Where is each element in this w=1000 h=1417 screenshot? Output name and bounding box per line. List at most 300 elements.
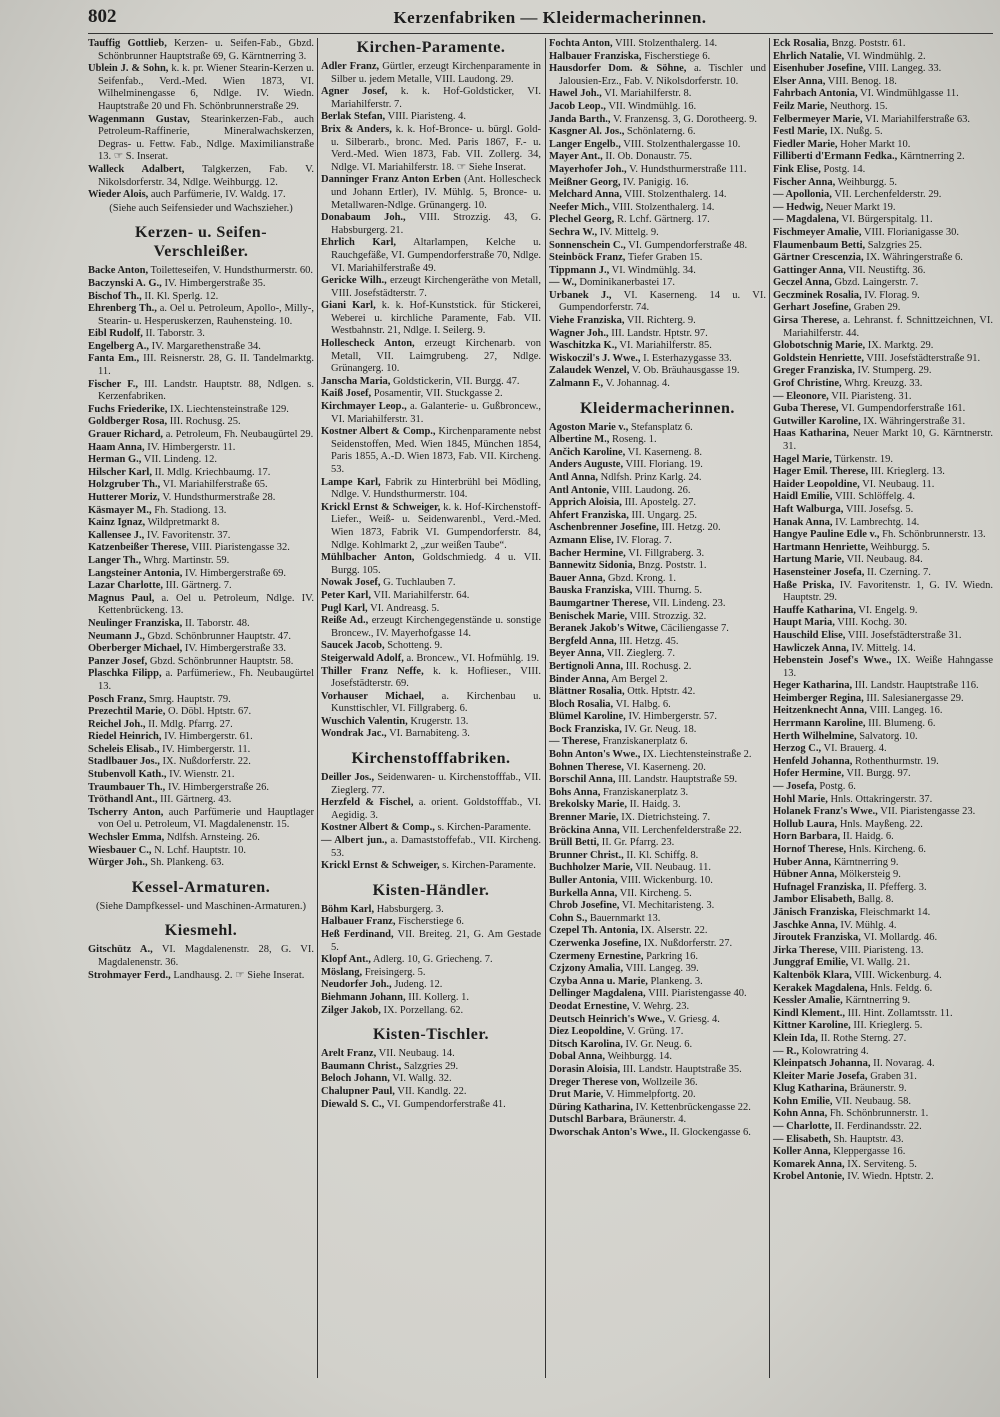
entry-details: II. Kl. Schiffg. 8. [623,849,699,861]
entry-name: Geczminek Rosalia, [773,289,862,301]
entry-name: Ehrenberg Th., [88,303,157,315]
directory-entry [549,762,766,775]
entry-name: Biehmann Johann, [321,991,406,1003]
entry-name: Posch Franz, [88,693,147,705]
directory-entry [88,731,314,744]
directory-entry [773,290,993,303]
entry-details: a. Lehranst. f. Schnittzeichnen, VI. Mariahilferstr. 44. [783,315,993,339]
entry-name: Prezechtil Marie, [88,706,166,718]
directory-entry [88,845,314,858]
directory-entry [773,831,993,844]
entry-name: Gattinger Anna, [773,264,846,276]
entry-details: Kärntnerring 9. [842,995,911,1007]
directory-entry [321,979,541,992]
entry-details: VIII. Wickenburg. 10. [617,875,713,886]
entry-details: Sh. Plankeng. 63. [147,857,225,869]
directory-entry [321,388,541,401]
entry-name: Krobel Antonie, [773,1171,845,1183]
entry-name: Borschil Anna, [549,774,616,786]
directory-entry [773,1121,993,1134]
directory-entry [321,797,541,822]
directory-entry [321,728,541,741]
column-3 [549,38,766,1139]
entry-name: Kasgner Al. Jos., [549,126,625,138]
entry-name: Aschenbrenner Josefine, [549,522,659,534]
directory-entry [88,580,314,593]
entry-name: Janda Barth., [549,113,611,125]
entry-name: Filliberti d'Ermann Fedka., [773,151,898,163]
entry-name: Holzgruber Th., [88,479,161,491]
entry-name: Dutschl Barbara, [549,1114,627,1126]
entry-name: Engelberg A., [88,340,149,352]
entry-details: V. Grüng. 17. [624,1026,684,1038]
entry-name: Kaltenbök Klara, [773,969,852,981]
directory-entry [549,774,766,787]
directory-entry [549,560,766,573]
directory-entry [549,648,766,661]
entry-details: VII. Kandlg. 22. [394,1085,467,1097]
directory-entry [88,404,314,417]
entry-details: auch Parfümerie, IV. Waldg. 17. [148,189,286,201]
entry-details: VIII. Schlöffelg. 4. [832,491,915,503]
directory-entry [773,857,993,870]
directory-entry [549,749,766,762]
entry-details: IX. Liechtensteinstraße 2. [640,749,752,761]
column-1 [88,38,314,982]
directory-entry [88,442,314,455]
directory-entry [321,477,541,502]
directory-entry [773,189,993,202]
entry-name: Huber Anna, [773,856,832,868]
entry-name: Bischof Th., [88,290,142,302]
entry-details: VI. Brauerg. 4. [821,743,887,755]
directory-entry [773,945,993,958]
entry-name: Gitschütz A., [88,944,153,956]
entry-name: Haupt Maria, [773,617,835,629]
directory-entry [88,416,314,429]
entry-details: II. Czerning. 7. [864,566,931,578]
entry-name: Hauschild Elise, [773,629,846,641]
directory-entry [773,428,993,453]
entry-name: Grof Christine, [773,378,842,390]
entry-name: Walleck Adalbert, [88,163,185,175]
entry-details: Fleischmarkt 14. [857,906,931,918]
entry-name: Ahfert Franziska, [549,509,629,521]
entry-name: Zalmann F., [549,378,604,390]
entry-name: Herman G., [88,454,142,466]
directory-entry [773,391,993,404]
directory-entry [773,743,993,756]
directory-entry [549,510,766,523]
directory-entry [773,139,993,152]
entry-name: Kostner Albert & Comp., [321,822,435,834]
entry-name: Haidl Emilie, [773,491,833,503]
entry-name: Böhm Karl, [321,903,375,915]
directory-entry [88,291,314,304]
entry-name: Kleiter Marie Josefa, [773,1070,868,1082]
entry-name: — Josefa, [773,781,817,793]
entry-details: Smrg. Hauptstr. 79. [146,693,231,705]
directory-entry [549,38,766,51]
entry-details: III. Landstr. Hauptstr. 88, Ndlgen. s. Kerzenfabriken. [98,378,315,403]
directory-entry [773,1096,993,1109]
directory-entry [321,590,541,603]
entry-details: Graben 31. [867,1070,917,1082]
entry-details: k. k. Hof-Bronce- u. bürgl. Gold- u. Silberarb., bronc. Med. Paris 1867, F.- u. Verd.-Med. Wien 1873, Fab. VII. Zollerg. 34, Ndlge. VI. Mariahilferstr. 18. ☞ Siehe Inserat. [331,123,541,173]
entry-details: Hoher Markt 10. [837,138,911,150]
entry-name: Katzenbeißer Therese, [88,542,189,554]
directory-entry [549,736,766,749]
directory-entry [321,275,541,300]
entry-details: Weihburgg. 14. [605,1051,673,1063]
entry-name: Herth Wilhelmine, [773,730,857,742]
entry-details: VII. Breiteg. 21, G. Am Gestade 5. [331,929,541,953]
entry-name: Fochta Anton, [549,38,613,49]
section-heading: Kleidermacherinnen. [580,399,735,417]
entry-details: III. Blumeng. 6. [865,718,936,730]
directory-entry [773,491,993,504]
directory-entry [773,1134,993,1147]
entry-name: Czerwenka Josefine, [549,937,642,949]
entry-name: Azmann Elise, [549,534,614,546]
entry-name: Goldstein Henriette, [773,352,864,364]
entry-name: Eck Rosalia, [773,38,830,49]
directory-entry [773,1159,993,1172]
entry-details: Schönlaterng. 6. [624,126,696,138]
entry-name: Melchard Anna, [549,189,622,201]
entry-details: Hnls. Mayßeng. 22. [837,818,923,830]
entry-name: Czjzony Amalia, [549,963,624,975]
entry-details: Bnzg. Poststr. 1. [635,560,707,572]
entry-name: Hebenstein Josef's Wwe., [773,655,892,667]
directory-entry [549,875,766,888]
entry-name: Mayer Ant., [549,151,603,163]
entry-details: V. Franzensg. 3, G. Dorotheerg. 9. [610,113,757,125]
entry-details: VIII. Thurng. 5. [632,585,703,597]
directory-entry [773,1046,993,1059]
entry-details: III. Gärtnerg. 43. [157,794,232,806]
entry-name: Deiller Jos., [321,772,375,784]
entry-details: VI. Mollardg. 46. [860,932,938,944]
entry-details: III. Ungarg. 25. [628,509,697,521]
directory-entry [773,970,993,983]
entry-details: I. Esterhazygasse 33. [640,352,732,364]
entry-details: VI. Windmühlg. 2. [844,50,926,62]
directory-entry [773,504,993,517]
directory-entry [88,668,314,693]
entry-details: Sh. Hauptstr. 43. [830,1133,904,1145]
entry-details: Stearinkerzen-Fab., auch Petroleum-Raffinerie, Mineralwachskerzen, Degras- u. Fettw. Fab., Ndlge. Maximilianstraße 13. ☞ S. Inserat. [98,113,314,163]
entry-details: Roseng. 1. [609,434,657,446]
directory-entry [549,101,766,114]
entry-details: IV. Himbergerstr. 61. [161,731,253,743]
entry-name: Guba Therese, [773,403,839,415]
directory-entry [88,794,314,807]
entry-details: VI. Mariahilferstr. 8. [601,88,692,100]
directory-entry [773,718,993,731]
entry-name: Neulinger Franziska, [88,617,183,629]
entry-name: — R., [773,1045,799,1057]
entry-details: VIII. Kochg. 30. [834,617,907,629]
entry-details: O. Döbl. Hptstr. 67. [165,706,252,718]
directory-entry [549,189,766,202]
entry-name: Diez Leopoldine, [549,1026,625,1038]
directory-entry [88,944,314,969]
entry-name: Krickl Ernst & Schweiger, [321,860,440,872]
entry-details: a. Galanterie- u. Gußbroncew., VI. Mariahilferstr. 31. [331,401,541,425]
entry-name: Herzfeld & Fischel, [321,797,414,809]
directory-entry [773,680,993,693]
entry-name: Zalaudek Wenzel, [549,365,630,377]
entry-details: Graben 29. [851,302,901,314]
entry-name: Heß Ferdinand, [321,929,394,940]
entry-name: Herrmann Karoline, [773,718,866,730]
directory-entry [549,850,766,863]
entry-name: Hutterer Moriz, [88,492,160,503]
entry-name: Agoston Marie v., [549,421,629,433]
entry-details: IX. Alserstr. 22. [638,925,708,937]
entry-details: IV. Kettenbrückengasse 22. [633,1101,751,1113]
entry-details: VI. Barnabiteng. 3. [386,728,470,740]
directory-entry [773,580,993,605]
directory-entry [773,252,993,265]
entry-name: Baczynski A. G., [88,277,162,289]
directory-entry [549,623,766,636]
directory-entry [321,1099,541,1112]
entry-name: Ublein J. & Sohn, [88,63,169,75]
directory-entry [773,1108,993,1121]
entry-details: IX. Porzellang. 62. [380,1004,464,1016]
entry-name: Elser Anna, [773,75,826,87]
directory-entry [549,724,766,737]
entry-name: Kohn Anna, [773,1108,828,1120]
entry-name: Gärtner Crescenzia, [773,252,864,264]
entry-name: Czepel Th. Antonia, [549,925,639,937]
entry-details: Posamentir, VII. Stuckgasse 2. [371,388,503,400]
entry-name: Hauffe Katharina, [773,604,856,616]
cross-reference-note: (Siehe auch Seifensieder und Wachszieher.) [109,202,293,214]
directory-entry [549,522,766,535]
entry-details: II. Novarag. 4. [870,1058,935,1070]
directory-entry [88,353,314,378]
entry-details: (Ant. Hollescheck und Johann Ertler), IV. Mühlg. 5, Bronce- u. Metallwaren-Ndlge. Grünangerg. 10. [331,174,541,211]
entry-details: VI. Engelg. 9. [855,604,918,616]
directory-entry [549,913,766,926]
directory-entry [321,300,541,338]
entry-details: k. k. Hof-Kunststick. für Stickerei, Weberei u. kirchliche Paramente, Fab. VII. Westbahnstr. 21, Ndlge. I. Seilerg. 9. [331,300,541,337]
directory-entry [321,401,541,426]
directory-entry [549,214,766,227]
entry-name: Wagenmann Gustav, [88,113,190,125]
directory-entry [321,338,541,376]
directory-entry [321,691,541,716]
entry-name: Tauffig Gottlieb, [88,38,167,49]
directory-entry [88,706,314,719]
entry-name: Bannewitz Sidonia, [549,560,636,572]
directory-entry [773,277,993,290]
directory-entry [321,904,541,917]
entry-details: III. Apostelg. 27. [621,497,697,509]
directory-entry [773,101,993,114]
entry-details: III. Hetzg. 45. [616,635,679,647]
entry-details: a. Petroleum, Fh. Neubaugürtel 29. [163,429,314,441]
entry-details: IV. Florag. 9. [861,289,920,301]
entry-details: V. Griesg. 4. [664,1013,720,1025]
entry-details: s. Kirchen-Paramente. [434,822,532,834]
entry-name: Arelt Franz, [321,1048,377,1060]
entry-name: — Therese, [549,736,600,748]
entry-name: Kainz Ignaz, [88,517,146,529]
entry-name: Jänisch Franziska, [773,906,858,918]
entry-name: Festl Marie, [773,126,828,138]
entry-name: Kerakek Magdalena, [773,982,868,994]
entry-name: Kindl Klement., [773,1007,846,1019]
entry-details: Salzgries 29. [401,1060,459,1072]
entry-details: III. Hetzg. 20. [658,522,721,534]
entry-details: erzeugt Kirchengegenstände u. sonstige Broncew., IV. Mayerhofgasse 14. [331,615,541,639]
entry-name: — Magdalena, [773,214,839,226]
directory-entry [321,992,541,1005]
entry-name: Felbermeyer Marie, [773,113,863,125]
entry-details: IV. Panigig. 16. [620,176,689,188]
entry-name: Dobal Anna, [549,1051,606,1063]
entry-details: VII. Piaristengasse 23. [877,806,976,818]
entry-name: Gutwiller Karoline, [773,415,861,427]
directory-entry [549,1014,766,1027]
section-heading: Kisten-Tischler. [372,1026,489,1044]
entry-details: Gbzd. Schönbrunner Hauptstr. 47. [144,630,291,642]
entry-details: Bauernmarkt 13. [587,912,661,924]
entry-name: Hübner Anna, [773,869,837,881]
directory-entry [549,422,766,435]
entry-details: Dominikanerbastei 17. [576,277,676,289]
entry-details: Rothenthurmstr. 19. [852,755,939,767]
entry-name: Hofer Hermine, [773,768,844,780]
directory-entry [549,1001,766,1014]
entry-name: Kleinpatsch Johanna, [773,1058,871,1070]
directory-entry [773,705,993,718]
directory-entry [773,731,993,744]
directory-entry [773,403,993,416]
directory-entry [549,661,766,674]
entry-name: Lampe Karl, [321,476,381,488]
directory-entry [88,857,314,870]
directory-entry [321,653,541,666]
entry-details: VIII. Josefstädterstraße 91. [863,352,981,364]
directory-entry [88,542,314,555]
directory-entry [549,63,766,88]
directory-entry [88,328,314,341]
entry-details: Plankeng. 3. [647,975,703,987]
directory-entry [321,552,541,577]
directory-entry [549,812,766,825]
entry-details: VIII. Wickenburg. 4. [851,969,942,981]
directory-entry [549,340,766,353]
directory-entry [773,693,993,706]
entry-details: k. k. Hof-Goldsticker, VI. Mariahilferstr. 7. [331,86,541,110]
entry-name: — Elisabeth, [773,1133,831,1145]
directory-entry [88,769,314,782]
entry-details: Freisingerg. 5. [362,966,426,978]
entry-name: Jirka Therese, [773,944,838,956]
entry-details: Weihburgg. 5. [868,541,930,553]
directory-entry [773,932,993,945]
entry-details: a. Tischler und Jalousien-Erz., Fab. V. Nikolsdorferstr. 10. [559,63,766,87]
entry-details: Kerzen- u. Seifen-Fab., Gbzd. Schönbrunner Hauptstraße 69, G. Kärntnerring 3. [98,38,314,62]
entry-details: II. Haidg. 6. [840,831,894,843]
directory-entry [773,655,993,680]
directory-entry [549,277,766,290]
entry-details: VI. Halbg. 6. [613,698,671,710]
entry-details: Ballg. 8. [855,894,894,906]
entry-details: II. Kl. Sperlg. 12. [141,290,219,302]
directory-entry [321,772,541,797]
entry-name: Hohl Marie, [773,793,828,805]
entry-name: Bergfeld Anna, [549,635,617,647]
running-title: Kerzenfabriken — Kleidermacherinnen. [393,8,707,27]
entry-details: Bräunerstr. 4. [626,1114,687,1126]
directory-entry [773,768,993,781]
directory-entry [773,164,993,177]
directory-entry [321,111,541,124]
directory-entry [321,237,541,275]
entry-name: Diewald S. C., [321,1098,385,1110]
entry-name: Janscha Maria, [321,375,391,387]
entry-details: VIII. Piaristengasse 40. [645,988,747,1000]
entry-details: Franziskanerplatz 3. [600,786,689,798]
entry-name: Tscherry Anton, [88,806,164,818]
entry-details: VIII. Stolzenthalerg. 14. [612,38,718,49]
directory-entry [549,862,766,875]
directory-entry [88,719,314,732]
directory-entry [549,963,766,976]
entry-details: VII. Lindeng. 23. [649,597,726,609]
entry-name: Buchholzer Marie, [549,862,633,874]
entry-details: VI. Andreasg. 5. [367,602,440,614]
entry-details: IV. Margarethenstraße 34. [148,340,261,352]
entry-details: Hnls. Ottakringerstr. 37. [827,793,933,805]
directory-entry [88,303,314,328]
entry-details: VI. Wallg. 32. [389,1073,452,1085]
entry-name: Donabaum Joh., [321,212,406,224]
directory-entry [549,535,766,548]
entry-name: Riedel Heinrich, [88,731,162,743]
directory-entry [88,164,314,189]
entry-name: Brenner Marie, [549,812,619,824]
entry-details: Mölkersteig 9. [837,869,901,881]
entry-name: Adler Franz, [321,61,380,72]
directory-entry [88,832,314,845]
entry-name: Binder Anna, [549,673,609,685]
entry-details: Schotteng. 9. [384,640,443,652]
directory-entry [321,666,541,691]
entry-name: Würger Joh., [88,857,148,869]
entry-name: Chrob Josefine, [549,900,620,912]
entry-details: III. Landstr. Hauptstraße 59. [615,774,738,786]
directory-entry [321,426,541,476]
entry-name: Steinböck Franz, [549,252,626,264]
section-heading: Kerzen- u. Seifen-Verschleißer. [134,224,268,261]
directory-entry [549,825,766,838]
directory-entry [549,265,766,278]
entry-details: Cäciliengasse 7. [658,623,729,635]
directory-entry [321,615,541,640]
directory-entry [773,819,993,832]
entry-name: Girsa Therese, [773,315,840,327]
entry-details: III. Landstr. Hptstr. 97. [608,327,708,339]
entry-name: Jiroutek Franziska, [773,932,861,944]
entry-details: VIII. Piaristeng. 13. [837,944,924,956]
